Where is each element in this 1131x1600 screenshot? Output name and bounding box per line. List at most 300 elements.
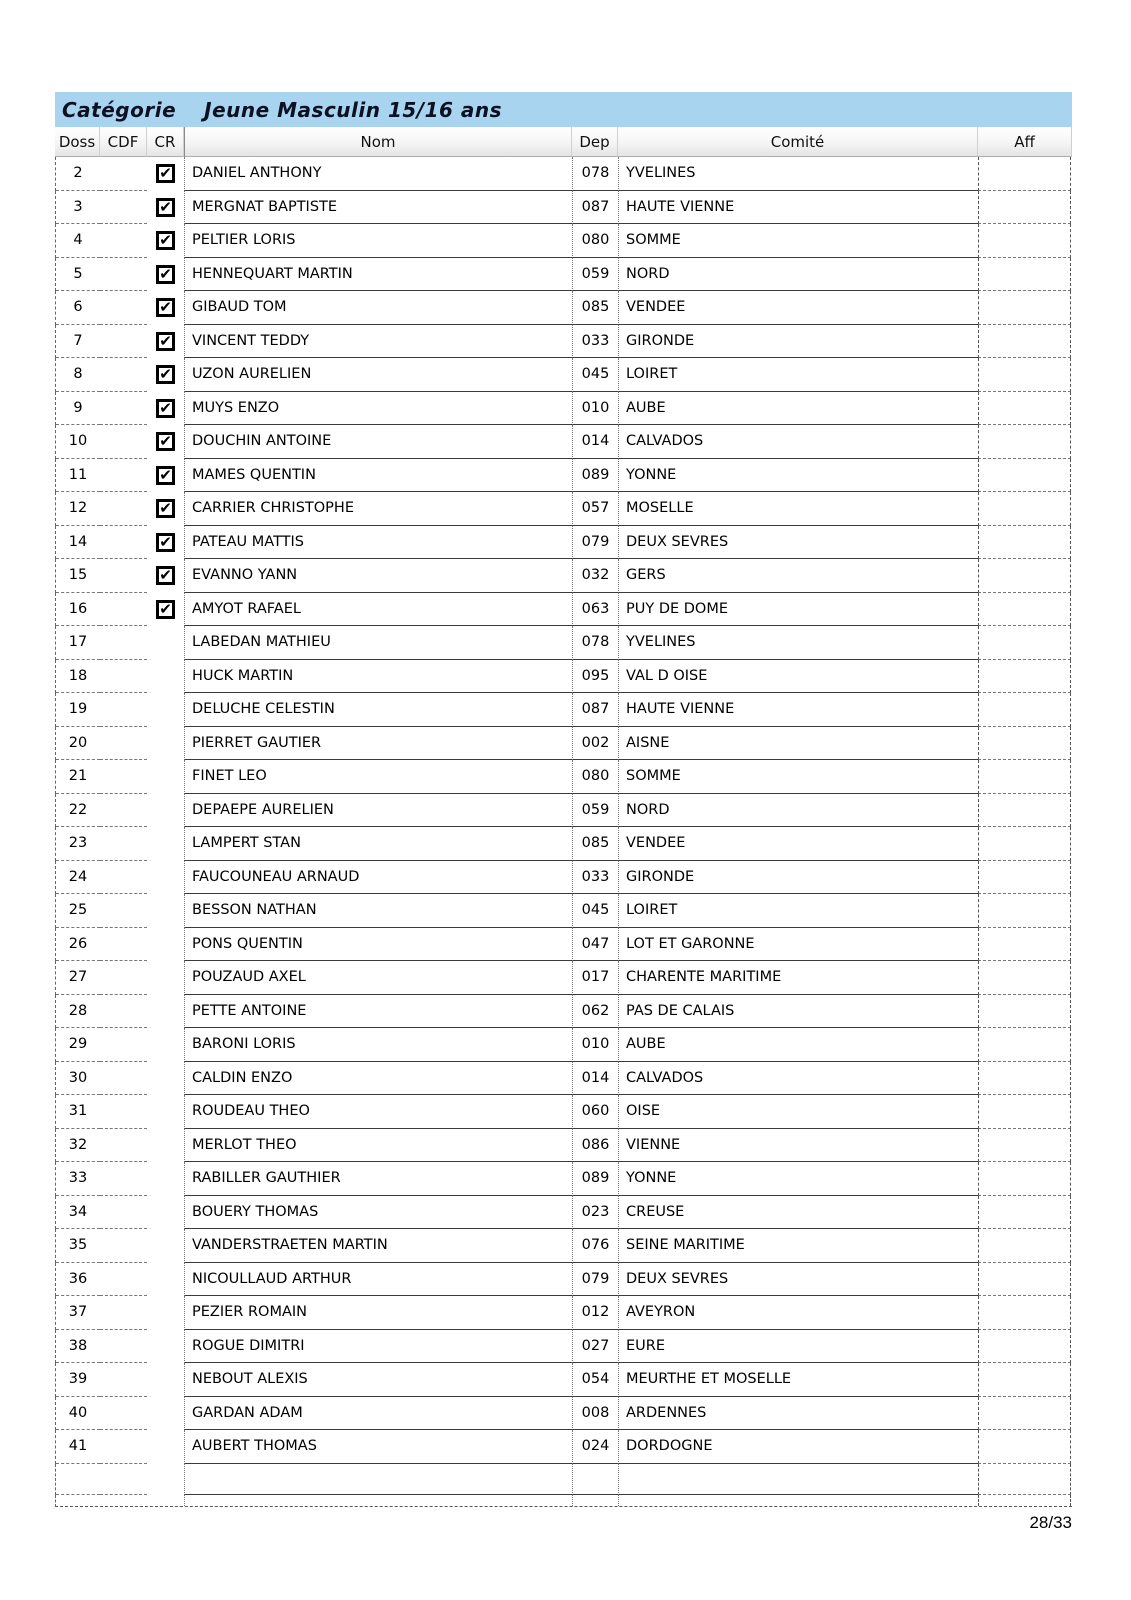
header-cell-cdf: CDF bbox=[100, 127, 147, 157]
nom-cell: BESSON NATHAN bbox=[184, 894, 572, 928]
nom-cell: EVANNO YANN bbox=[184, 559, 572, 593]
category-value: Jeune Masculin 15/16 ans bbox=[204, 97, 503, 122]
dep-cell: 095 bbox=[572, 660, 618, 694]
cr-cell bbox=[147, 1062, 184, 1096]
aff-cell bbox=[978, 928, 1071, 962]
aff-cell bbox=[978, 1162, 1071, 1196]
cdf-cell bbox=[100, 1196, 147, 1230]
aff-cell bbox=[978, 1296, 1071, 1330]
table-row bbox=[55, 827, 1072, 861]
table-row bbox=[55, 961, 1072, 995]
cr-cell bbox=[147, 1129, 184, 1163]
nom-cell: MAMES QUENTIN bbox=[184, 459, 572, 493]
page-number: 28/33 bbox=[1029, 1513, 1072, 1532]
cdf-cell bbox=[100, 961, 147, 995]
cr-cell bbox=[147, 894, 184, 928]
table-row bbox=[55, 191, 1072, 225]
table-row bbox=[55, 727, 1072, 761]
category-title-bar bbox=[55, 92, 1072, 127]
checked-checkbox-icon: ✔ bbox=[156, 198, 175, 217]
cdf-cell bbox=[100, 995, 147, 1029]
comite-cell: ARDENNES bbox=[618, 1397, 978, 1431]
nom-cell: LABEDAN MATHIEU bbox=[184, 626, 572, 660]
cr-cell bbox=[147, 1296, 184, 1330]
cr-cell bbox=[147, 224, 184, 258]
cr-cell bbox=[147, 794, 184, 828]
comite-cell: NORD bbox=[618, 258, 978, 292]
table-row bbox=[55, 559, 1072, 593]
aff-cell bbox=[978, 291, 1071, 325]
aff-cell bbox=[978, 526, 1071, 560]
checked-checkbox-icon: ✔ bbox=[156, 499, 175, 518]
dep-cell: 033 bbox=[572, 325, 618, 359]
doss-cell: 28 bbox=[56, 995, 100, 1029]
cdf-cell bbox=[100, 1430, 147, 1464]
nom-cell: DELUCHE CELESTIN bbox=[184, 693, 572, 727]
cr-cell bbox=[147, 1196, 184, 1230]
doss-cell: 17 bbox=[56, 626, 100, 660]
nom-cell: CALDIN ENZO bbox=[184, 1062, 572, 1096]
table-row bbox=[55, 224, 1072, 258]
cr-cell bbox=[147, 157, 184, 191]
cdf-cell bbox=[100, 425, 147, 459]
dep-cell: 014 bbox=[572, 1062, 618, 1096]
cr-cell bbox=[147, 1162, 184, 1196]
doss-cell: 38 bbox=[56, 1330, 100, 1364]
cdf-cell bbox=[100, 1028, 147, 1062]
comite-cell: VAL D OISE bbox=[618, 660, 978, 694]
checked-checkbox-icon: ✔ bbox=[156, 231, 175, 250]
comite-cell: YONNE bbox=[618, 459, 978, 493]
nom-cell: RABILLER GAUTHIER bbox=[184, 1162, 572, 1196]
dep-cell: 087 bbox=[572, 693, 618, 727]
comite-cell: CHARENTE MARITIME bbox=[618, 961, 978, 995]
doss-cell: 14 bbox=[56, 526, 100, 560]
aff-cell bbox=[978, 626, 1071, 660]
comite-cell: GIRONDE bbox=[618, 861, 978, 895]
aff-cell bbox=[978, 861, 1071, 895]
nom-cell: GIBAUD TOM bbox=[184, 291, 572, 325]
doss-cell: 20 bbox=[56, 727, 100, 761]
aff-cell bbox=[978, 961, 1071, 995]
doss-cell: 6 bbox=[56, 291, 100, 325]
comite-cell: EURE bbox=[618, 1330, 978, 1364]
checked-checkbox-icon: ✔ bbox=[156, 533, 175, 552]
header-cell-cr: CR bbox=[147, 127, 184, 157]
cdf-cell bbox=[100, 894, 147, 928]
nom-cell: PELTIER LORIS bbox=[184, 224, 572, 258]
doss-cell: 11 bbox=[56, 459, 100, 493]
comite-cell: DEUX SEVRES bbox=[618, 526, 978, 560]
nom-cell: DANIEL ANTHONY bbox=[184, 157, 572, 191]
table-row bbox=[55, 861, 1072, 895]
aff-cell bbox=[978, 1062, 1071, 1096]
dep-cell: 027 bbox=[572, 1330, 618, 1364]
table-row bbox=[55, 258, 1072, 292]
doss-cell: 39 bbox=[56, 1363, 100, 1397]
dep-cell: 014 bbox=[572, 425, 618, 459]
doss-cell: 19 bbox=[56, 693, 100, 727]
cr-cell bbox=[147, 258, 184, 292]
nom-cell: POUZAUD AXEL bbox=[184, 961, 572, 995]
cdf-cell bbox=[100, 1330, 147, 1364]
dep-cell: 085 bbox=[572, 291, 618, 325]
table-row bbox=[55, 1028, 1072, 1062]
aff-cell bbox=[978, 191, 1071, 225]
cr-cell bbox=[147, 191, 184, 225]
nom-cell: NEBOUT ALEXIS bbox=[184, 1363, 572, 1397]
table-row bbox=[55, 1263, 1072, 1297]
cdf-cell bbox=[100, 827, 147, 861]
aff-cell bbox=[978, 492, 1071, 526]
cr-cell bbox=[147, 827, 184, 861]
doss-cell: 34 bbox=[56, 1196, 100, 1230]
checked-checkbox-icon: ✔ bbox=[156, 365, 175, 384]
doss-cell: 27 bbox=[56, 961, 100, 995]
aff-cell bbox=[978, 693, 1071, 727]
comite-cell: PUY DE DOME bbox=[618, 593, 978, 627]
header-cell-dep: Dep bbox=[572, 127, 618, 157]
cr-cell bbox=[147, 1430, 184, 1464]
table-row bbox=[55, 1363, 1072, 1397]
table-row bbox=[55, 1430, 1072, 1464]
dep-cell: 079 bbox=[572, 1263, 618, 1297]
doss-cell: 36 bbox=[56, 1263, 100, 1297]
doss-cell: 4 bbox=[56, 224, 100, 258]
cdf-cell bbox=[100, 224, 147, 258]
comite-cell: DORDOGNE bbox=[618, 1430, 978, 1464]
cdf-cell bbox=[100, 1095, 147, 1129]
cdf-cell bbox=[100, 693, 147, 727]
dep-cell: 059 bbox=[572, 794, 618, 828]
comite-cell: DEUX SEVRES bbox=[618, 1263, 978, 1297]
nom-cell: GARDAN ADAM bbox=[184, 1397, 572, 1431]
doss-cell: 33 bbox=[56, 1162, 100, 1196]
nom-cell: HUCK MARTIN bbox=[184, 660, 572, 694]
dep-cell: 008 bbox=[572, 1397, 618, 1431]
doss-cell: 15 bbox=[56, 559, 100, 593]
nom-cell: AUBERT THOMAS bbox=[184, 1430, 572, 1464]
aff-cell bbox=[978, 1330, 1071, 1364]
cr-cell bbox=[147, 1330, 184, 1364]
comite-cell: PAS DE CALAIS bbox=[618, 995, 978, 1029]
dep-cell: 002 bbox=[572, 727, 618, 761]
header-cell-nom: Nom bbox=[184, 127, 572, 157]
comite-cell: YVELINES bbox=[618, 626, 978, 660]
aff-cell bbox=[978, 1229, 1071, 1263]
aff-cell bbox=[978, 593, 1071, 627]
aff-cell bbox=[978, 727, 1071, 761]
cr-cell bbox=[147, 459, 184, 493]
dep-cell: 032 bbox=[572, 559, 618, 593]
comite-cell: HAUTE VIENNE bbox=[618, 693, 978, 727]
table-row bbox=[55, 894, 1072, 928]
table-row bbox=[55, 157, 1072, 191]
cr-cell bbox=[147, 861, 184, 895]
header-cell-doss: Doss bbox=[55, 127, 100, 157]
aff-cell bbox=[978, 827, 1071, 861]
cr-cell bbox=[147, 425, 184, 459]
dep-cell: 045 bbox=[572, 894, 618, 928]
table-row bbox=[55, 526, 1072, 560]
doss-cell: 26 bbox=[56, 928, 100, 962]
table-body bbox=[55, 157, 1072, 1464]
aff-cell bbox=[978, 1397, 1071, 1431]
aff-cell bbox=[978, 1129, 1071, 1163]
comite-cell: HAUTE VIENNE bbox=[618, 191, 978, 225]
cr-cell bbox=[147, 928, 184, 962]
dep-cell: 086 bbox=[572, 1129, 618, 1163]
table-row bbox=[55, 325, 1072, 359]
aff-cell bbox=[978, 358, 1071, 392]
dep-cell: 063 bbox=[572, 593, 618, 627]
doss-cell: 3 bbox=[56, 191, 100, 225]
nom-cell: DEPAEPE AURELIEN bbox=[184, 794, 572, 828]
dep-cell: 017 bbox=[572, 961, 618, 995]
aff-cell bbox=[978, 1430, 1071, 1464]
cr-cell bbox=[147, 1028, 184, 1062]
cdf-cell bbox=[100, 559, 147, 593]
doss-cell: 2 bbox=[56, 157, 100, 191]
category-table bbox=[55, 92, 1072, 1507]
cdf-cell bbox=[100, 861, 147, 895]
comite-cell: OISE bbox=[618, 1095, 978, 1129]
aff-cell bbox=[978, 894, 1071, 928]
dep-cell: 085 bbox=[572, 827, 618, 861]
doss-cell: 31 bbox=[56, 1095, 100, 1129]
comite-cell: YONNE bbox=[618, 1162, 978, 1196]
table-row bbox=[55, 1196, 1072, 1230]
table-row bbox=[55, 660, 1072, 694]
cdf-cell bbox=[100, 1229, 147, 1263]
cr-cell bbox=[147, 526, 184, 560]
cdf-cell bbox=[100, 1397, 147, 1431]
table-row bbox=[55, 928, 1072, 962]
nom-cell: MUYS ENZO bbox=[184, 392, 572, 426]
aff-cell bbox=[978, 224, 1071, 258]
aff-cell bbox=[978, 1028, 1071, 1062]
cr-cell bbox=[147, 1229, 184, 1263]
dep-cell: 033 bbox=[572, 861, 618, 895]
cr-cell bbox=[147, 660, 184, 694]
doss-cell: 40 bbox=[56, 1397, 100, 1431]
aff-cell bbox=[978, 1095, 1071, 1129]
aff-cell bbox=[978, 325, 1071, 359]
header-row bbox=[55, 127, 1072, 157]
doss-cell: 9 bbox=[56, 392, 100, 426]
dep-cell: 054 bbox=[572, 1363, 618, 1397]
cr-cell bbox=[147, 961, 184, 995]
cdf-cell bbox=[100, 325, 147, 359]
aff-cell bbox=[978, 1196, 1071, 1230]
cdf-cell bbox=[100, 459, 147, 493]
checked-checkbox-icon: ✔ bbox=[156, 332, 175, 351]
doss-cell: 25 bbox=[56, 894, 100, 928]
dep-cell: 089 bbox=[572, 1162, 618, 1196]
comite-cell: AISNE bbox=[618, 727, 978, 761]
nom-cell: NICOULLAUD ARTHUR bbox=[184, 1263, 572, 1297]
table-row bbox=[55, 492, 1072, 526]
comite-cell: SOMME bbox=[618, 760, 978, 794]
nom-cell: VINCENT TEDDY bbox=[184, 325, 572, 359]
checked-checkbox-icon: ✔ bbox=[156, 265, 175, 284]
nom-cell: MERLOT THEO bbox=[184, 1129, 572, 1163]
cr-cell bbox=[147, 559, 184, 593]
table-row bbox=[55, 1162, 1072, 1196]
header-cell-aff: Aff bbox=[978, 127, 1072, 157]
category-label: Catégorie bbox=[62, 97, 177, 122]
comite-cell: AVEYRON bbox=[618, 1296, 978, 1330]
comite-cell: VENDEE bbox=[618, 291, 978, 325]
table-row bbox=[55, 593, 1072, 627]
comite-cell: VENDEE bbox=[618, 827, 978, 861]
cdf-cell bbox=[100, 291, 147, 325]
nom-cell: FINET LEO bbox=[184, 760, 572, 794]
table-row bbox=[55, 358, 1072, 392]
aff-cell bbox=[978, 1263, 1071, 1297]
aff-cell bbox=[978, 157, 1071, 191]
cdf-cell bbox=[100, 191, 147, 225]
doss-cell: 12 bbox=[56, 492, 100, 526]
aff-cell bbox=[978, 258, 1071, 292]
cdf-cell bbox=[100, 392, 147, 426]
table-row bbox=[55, 693, 1072, 727]
dep-cell: 079 bbox=[572, 526, 618, 560]
doss-cell: 16 bbox=[56, 593, 100, 627]
dep-cell: 076 bbox=[572, 1229, 618, 1263]
checked-checkbox-icon: ✔ bbox=[156, 466, 175, 485]
doss-cell: 18 bbox=[56, 660, 100, 694]
dep-cell: 078 bbox=[572, 626, 618, 660]
cr-cell bbox=[147, 325, 184, 359]
comite-cell: NORD bbox=[618, 794, 978, 828]
cdf-cell bbox=[100, 526, 147, 560]
doss-cell: 23 bbox=[56, 827, 100, 861]
table-row bbox=[55, 1397, 1072, 1431]
doss-cell: 29 bbox=[56, 1028, 100, 1062]
cr-cell bbox=[147, 492, 184, 526]
comite-cell: MOSELLE bbox=[618, 492, 978, 526]
cr-cell bbox=[147, 358, 184, 392]
aff-cell bbox=[978, 660, 1071, 694]
dep-cell: 045 bbox=[572, 358, 618, 392]
cdf-cell bbox=[100, 1363, 147, 1397]
table-row bbox=[55, 1095, 1072, 1129]
aff-cell bbox=[978, 425, 1071, 459]
cr-cell bbox=[147, 1095, 184, 1129]
dep-cell: 080 bbox=[572, 760, 618, 794]
cr-cell bbox=[147, 995, 184, 1029]
cdf-cell bbox=[100, 727, 147, 761]
cr-cell bbox=[147, 593, 184, 627]
cdf-cell bbox=[100, 1263, 147, 1297]
comite-cell: LOIRET bbox=[618, 894, 978, 928]
cdf-cell bbox=[100, 626, 147, 660]
nom-cell: PEZIER ROMAIN bbox=[184, 1296, 572, 1330]
doss-cell: 21 bbox=[56, 760, 100, 794]
cdf-cell bbox=[100, 258, 147, 292]
table-row bbox=[55, 1129, 1072, 1163]
doss-cell: 30 bbox=[56, 1062, 100, 1096]
cdf-cell bbox=[100, 593, 147, 627]
doss-cell: 41 bbox=[56, 1430, 100, 1464]
doss-cell: 10 bbox=[56, 425, 100, 459]
doss-cell: 22 bbox=[56, 794, 100, 828]
dep-cell: 080 bbox=[572, 224, 618, 258]
nom-cell: ROUDEAU THEO bbox=[184, 1095, 572, 1129]
nom-cell: BOUERY THOMAS bbox=[184, 1196, 572, 1230]
table-row bbox=[55, 291, 1072, 325]
table-row bbox=[55, 760, 1072, 794]
cr-cell bbox=[147, 693, 184, 727]
checked-checkbox-icon: ✔ bbox=[156, 566, 175, 585]
table-row bbox=[55, 425, 1072, 459]
comite-cell: CREUSE bbox=[618, 1196, 978, 1230]
doss-cell: 37 bbox=[56, 1296, 100, 1330]
nom-cell: BARONI LORIS bbox=[184, 1028, 572, 1062]
nom-cell: CARRIER CHRISTOPHE bbox=[184, 492, 572, 526]
comite-cell: LOIRET bbox=[618, 358, 978, 392]
cdf-cell bbox=[100, 492, 147, 526]
comite-cell: GIRONDE bbox=[618, 325, 978, 359]
table-row bbox=[55, 1296, 1072, 1330]
cdf-cell bbox=[100, 660, 147, 694]
nom-cell: PATEAU MATTIS bbox=[184, 526, 572, 560]
comite-cell: VIENNE bbox=[618, 1129, 978, 1163]
comite-cell: AUBE bbox=[618, 1028, 978, 1062]
nom-cell: LAMPERT STAN bbox=[184, 827, 572, 861]
table-row bbox=[55, 794, 1072, 828]
header-cell-comite: Comité bbox=[618, 127, 978, 157]
checked-checkbox-icon: ✔ bbox=[156, 298, 175, 317]
dep-cell: 023 bbox=[572, 1196, 618, 1230]
comite-cell: SEINE MARITIME bbox=[618, 1229, 978, 1263]
aff-cell bbox=[978, 559, 1071, 593]
cr-cell bbox=[147, 392, 184, 426]
dep-cell: 087 bbox=[572, 191, 618, 225]
dep-cell: 010 bbox=[572, 1028, 618, 1062]
nom-cell: AMYOT RAFAEL bbox=[184, 593, 572, 627]
empty-row bbox=[55, 1464, 1072, 1495]
checked-checkbox-icon: ✔ bbox=[156, 600, 175, 619]
cr-cell bbox=[147, 1397, 184, 1431]
cdf-cell bbox=[100, 1162, 147, 1196]
cr-cell bbox=[147, 760, 184, 794]
dep-cell: 010 bbox=[572, 392, 618, 426]
aff-cell bbox=[978, 459, 1071, 493]
dep-cell: 047 bbox=[572, 928, 618, 962]
table-row bbox=[55, 392, 1072, 426]
checked-checkbox-icon: ✔ bbox=[156, 399, 175, 418]
cdf-cell bbox=[100, 760, 147, 794]
table-row bbox=[55, 626, 1072, 660]
dep-cell: 012 bbox=[572, 1296, 618, 1330]
dep-cell: 057 bbox=[572, 492, 618, 526]
nom-cell: HENNEQUART MARTIN bbox=[184, 258, 572, 292]
nom-cell: MERGNAT BAPTISTE bbox=[184, 191, 572, 225]
nom-cell: ROGUE DIMITRI bbox=[184, 1330, 572, 1364]
table-bottom-sliver bbox=[55, 1495, 1072, 1507]
comite-cell: SOMME bbox=[618, 224, 978, 258]
comite-cell: CALVADOS bbox=[618, 425, 978, 459]
comite-cell: MEURTHE ET MOSELLE bbox=[618, 1363, 978, 1397]
table-row bbox=[55, 1062, 1072, 1096]
dep-cell: 059 bbox=[572, 258, 618, 292]
dep-cell: 024 bbox=[572, 1430, 618, 1464]
cr-cell bbox=[147, 1263, 184, 1297]
nom-cell: UZON AURELIEN bbox=[184, 358, 572, 392]
cdf-cell bbox=[100, 928, 147, 962]
